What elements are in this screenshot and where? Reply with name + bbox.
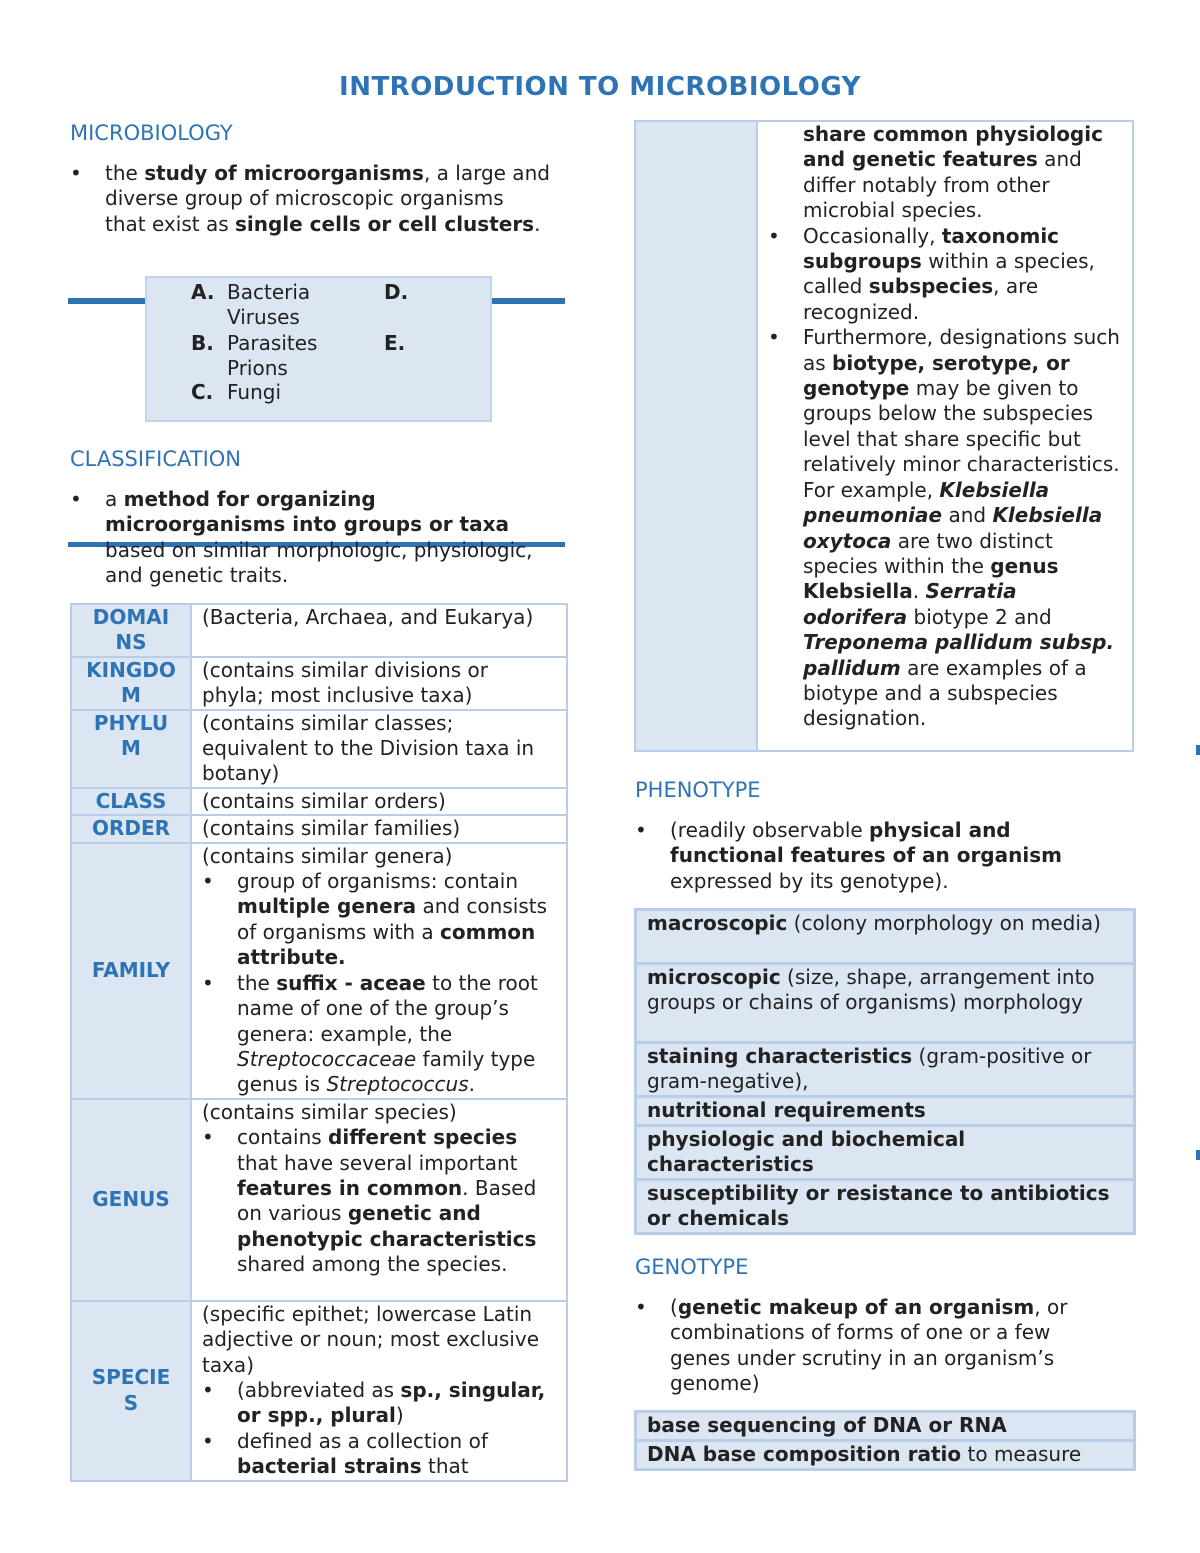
desc-cell bbox=[191, 1099, 567, 1301]
desc-text: (contains similar species) bbox=[202, 1099, 457, 1124]
list-item: • defined as a collection of bacterial strains that bbox=[202, 1429, 556, 1480]
desc-cell: (contains similar orders) bbox=[191, 788, 567, 815]
definition-item: • a method for organizing microorganisms into groups or taxa based on similar morphologic, physiologic, and genetic traits. bbox=[70, 487, 550, 589]
organism-name: Viruses bbox=[227, 305, 300, 329]
microbiology-definition bbox=[70, 161, 550, 237]
section-heading-genotype: GENOTYPE bbox=[635, 1255, 749, 1279]
list-item: • contains different species that have several important features in common. Based on various genetic and phenotypic characteristics shared among the species. bbox=[202, 1125, 556, 1277]
table-row bbox=[71, 815, 567, 842]
section-heading-microbiology: MICROBIOLOGY bbox=[70, 121, 233, 145]
rank-cell: GENUS bbox=[71, 1099, 191, 1301]
table-row: macroscopic (colony morphology on media) bbox=[637, 911, 1133, 965]
organism-item: A. Bacteria bbox=[191, 280, 311, 304]
organism-item: E. bbox=[384, 331, 406, 355]
table-row: physiologic and biochemical characteristics bbox=[637, 1127, 1133, 1181]
table-row bbox=[71, 788, 567, 815]
table-row: susceptibility or resistance to antibiotics or chemicals bbox=[647, 1181, 1110, 1231]
decorative-rule bbox=[488, 298, 565, 304]
rank-cell: SPECIE S bbox=[71, 1301, 191, 1481]
rank-cell: DOMAI NS bbox=[71, 604, 191, 657]
desc-text: (contains similar genera) bbox=[202, 843, 453, 868]
genotype-definition bbox=[635, 1295, 1115, 1397]
desc-cell: (contains similar families) bbox=[191, 815, 567, 842]
list-item: • the suffix - aceae to the root name of one of the group’s genera: example, the Streptococcaceae family type genus is Streptococcus. bbox=[202, 971, 556, 1098]
table-row bbox=[71, 843, 567, 1099]
classification-definition bbox=[70, 487, 550, 589]
desc-text: (specific epithet; lowercase Latin adjective or noun; most exclusive taxa) bbox=[202, 1301, 540, 1377]
definition-item: • the study of microorganisms, a large and diverse group of microscopic organisms that exist as single cells or cell clusters. bbox=[70, 161, 550, 237]
table-row: staining characteristics (gram-positive or gram-negative), bbox=[637, 1044, 1133, 1098]
continuation-bullets bbox=[768, 224, 1122, 732]
organism-groups-box bbox=[145, 276, 492, 422]
section-heading-phenotype: PHENOTYPE bbox=[635, 778, 761, 802]
species-bullets bbox=[202, 1378, 556, 1480]
phenotype-definition bbox=[635, 818, 1115, 894]
desc-cell: (contains similar divisions or phyla; most inclusive taxa) bbox=[191, 657, 567, 710]
organism-name: Prions bbox=[227, 356, 288, 380]
desc-cell: (Bacteria, Archaea, and Eukarya) bbox=[191, 604, 567, 657]
table-row: base sequencing of DNA or RNA bbox=[637, 1413, 1133, 1442]
table-row bbox=[71, 1301, 567, 1481]
decorative-rule bbox=[68, 298, 148, 304]
desc-cell: (contains similar classes; equivalent to the Division taxa in botany) bbox=[191, 710, 567, 788]
list-item: • (abbreviated as sp., singular, or spp., plural) bbox=[202, 1378, 556, 1429]
list-item: • Furthermore, designations such as biotype, serotype, or genotype may be given to groups below the subspecies level that share specific but relatively minor characteristics. For example, Klebsiella pneumoniae and Klebsiella oxytoca are two distinct species within the genus Klebsiella. Serratia odorifera biotype 2 and Treponema pallidum subsp. pallidum are examples of a biotype and a subspecies designation. bbox=[768, 325, 1122, 732]
rank-cell: CLASS bbox=[71, 788, 191, 815]
table-row bbox=[71, 710, 567, 788]
decorative-tick bbox=[1196, 1150, 1200, 1160]
rank-cell: PHYLU M bbox=[71, 710, 191, 788]
page-title: INTRODUCTION TO MICROBIOLOGY bbox=[339, 72, 861, 102]
table-row: DNA base composition ratio to measure bbox=[647, 1442, 1082, 1466]
organism-item: D. bbox=[384, 280, 409, 304]
desc-cell bbox=[191, 1301, 567, 1481]
table-row: nutritional requirements bbox=[637, 1098, 1133, 1127]
organism-item: C. Fungi bbox=[191, 380, 282, 404]
rank-cell: KINGDO M bbox=[71, 657, 191, 710]
list-item: • Occasionally, taxonomic subgroups within a species, called subspecies, are recognized. bbox=[768, 224, 1122, 326]
table-row bbox=[71, 604, 567, 657]
table-row bbox=[71, 1099, 567, 1301]
family-bullets bbox=[202, 869, 556, 1098]
species-continuation-table bbox=[634, 120, 1134, 752]
desc-cell bbox=[758, 122, 1132, 750]
decorative-tick bbox=[1196, 745, 1200, 755]
table-row bbox=[71, 657, 567, 710]
rank-cell: FAMILY bbox=[71, 843, 191, 1099]
genus-bullets bbox=[202, 1125, 556, 1277]
rank-cell: ORDER bbox=[71, 815, 191, 842]
list-item: • group of organisms: contain multiple genera and consists of organisms with a common attribute. bbox=[202, 869, 556, 971]
rank-cell bbox=[636, 122, 758, 750]
desc-cell bbox=[191, 843, 567, 1099]
organism-item: B. Parasites bbox=[191, 331, 318, 355]
definition-item: • (readily observable physical and functional features of an organism expressed by its genotype). bbox=[635, 818, 1115, 894]
definition-item: • (genetic makeup of an organism, or combinations of forms of one or a few genes under scrutiny in an organism’s genome) bbox=[635, 1295, 1115, 1397]
section-heading-classification: CLASSIFICATION bbox=[70, 447, 241, 471]
phenotype-table bbox=[634, 908, 1136, 1235]
table-row: microscopic (size, shape, arrangement into groups or chains of organisms) morphology bbox=[637, 965, 1133, 1044]
genotype-table bbox=[634, 1410, 1136, 1471]
continuation-text: share common physiologic and genetic features and differ notably from other microbial species. bbox=[803, 122, 1103, 223]
taxonomy-table bbox=[70, 603, 568, 1482]
